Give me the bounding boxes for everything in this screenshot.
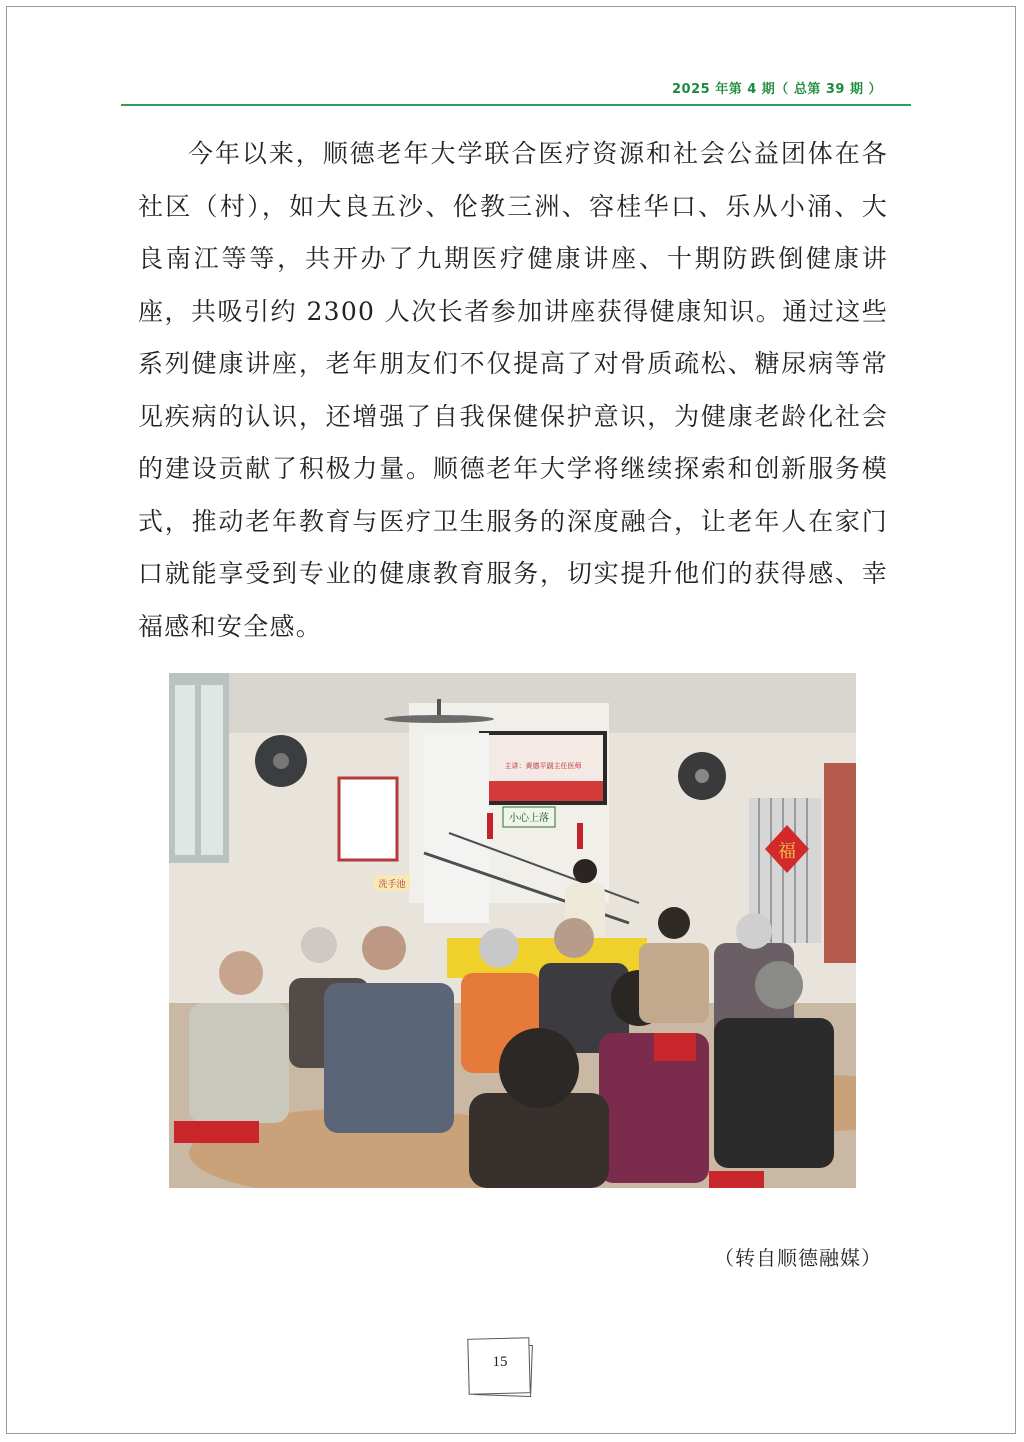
screen-text: 主讲：黄德平副主任医师 — [504, 762, 582, 770]
issue-header: 2025 年第 4 期（ 总第 39 期 ） — [672, 82, 882, 97]
sign-wash: 洗手池 — [378, 880, 406, 890]
source-caption: （转自顺德融媒） — [714, 1246, 882, 1270]
lecture-photo — [169, 673, 856, 1188]
header-rule — [121, 104, 911, 106]
article-paragraph: 今年以来，顺德老年大学联合医疗资源和社会公益团体在各社区（村），如大良五沙、伦教三洲、容桂华口、乐从小涌、大良南江等等，共开办了九期医疗健康讲座、十期防跌倒健康讲座，共吸引约 2300 人次长者参加讲座获得健康知识。通过这些系列健康讲座，老年朋友们不仅提高了对骨质疏松、糖尿病等常见疾病的认识，还增强了自我保健保护意识，为健康老龄化社会的建设贡献了积极力量。顺德老年大学将继续探索和创新服务模式，推动老年教育与医疗卫生服务的深度融合，让老年人在家门口就能享受到专业的健康教育服务，切实提升他们的获得感、幸福感和安全感。 — [138, 139, 888, 641]
fu-character: 福 — [778, 841, 796, 862]
page-number-box — [468, 1338, 532, 1396]
sign-careful: 小心上落 — [509, 813, 549, 824]
page-number: 15 — [492, 1354, 508, 1370]
